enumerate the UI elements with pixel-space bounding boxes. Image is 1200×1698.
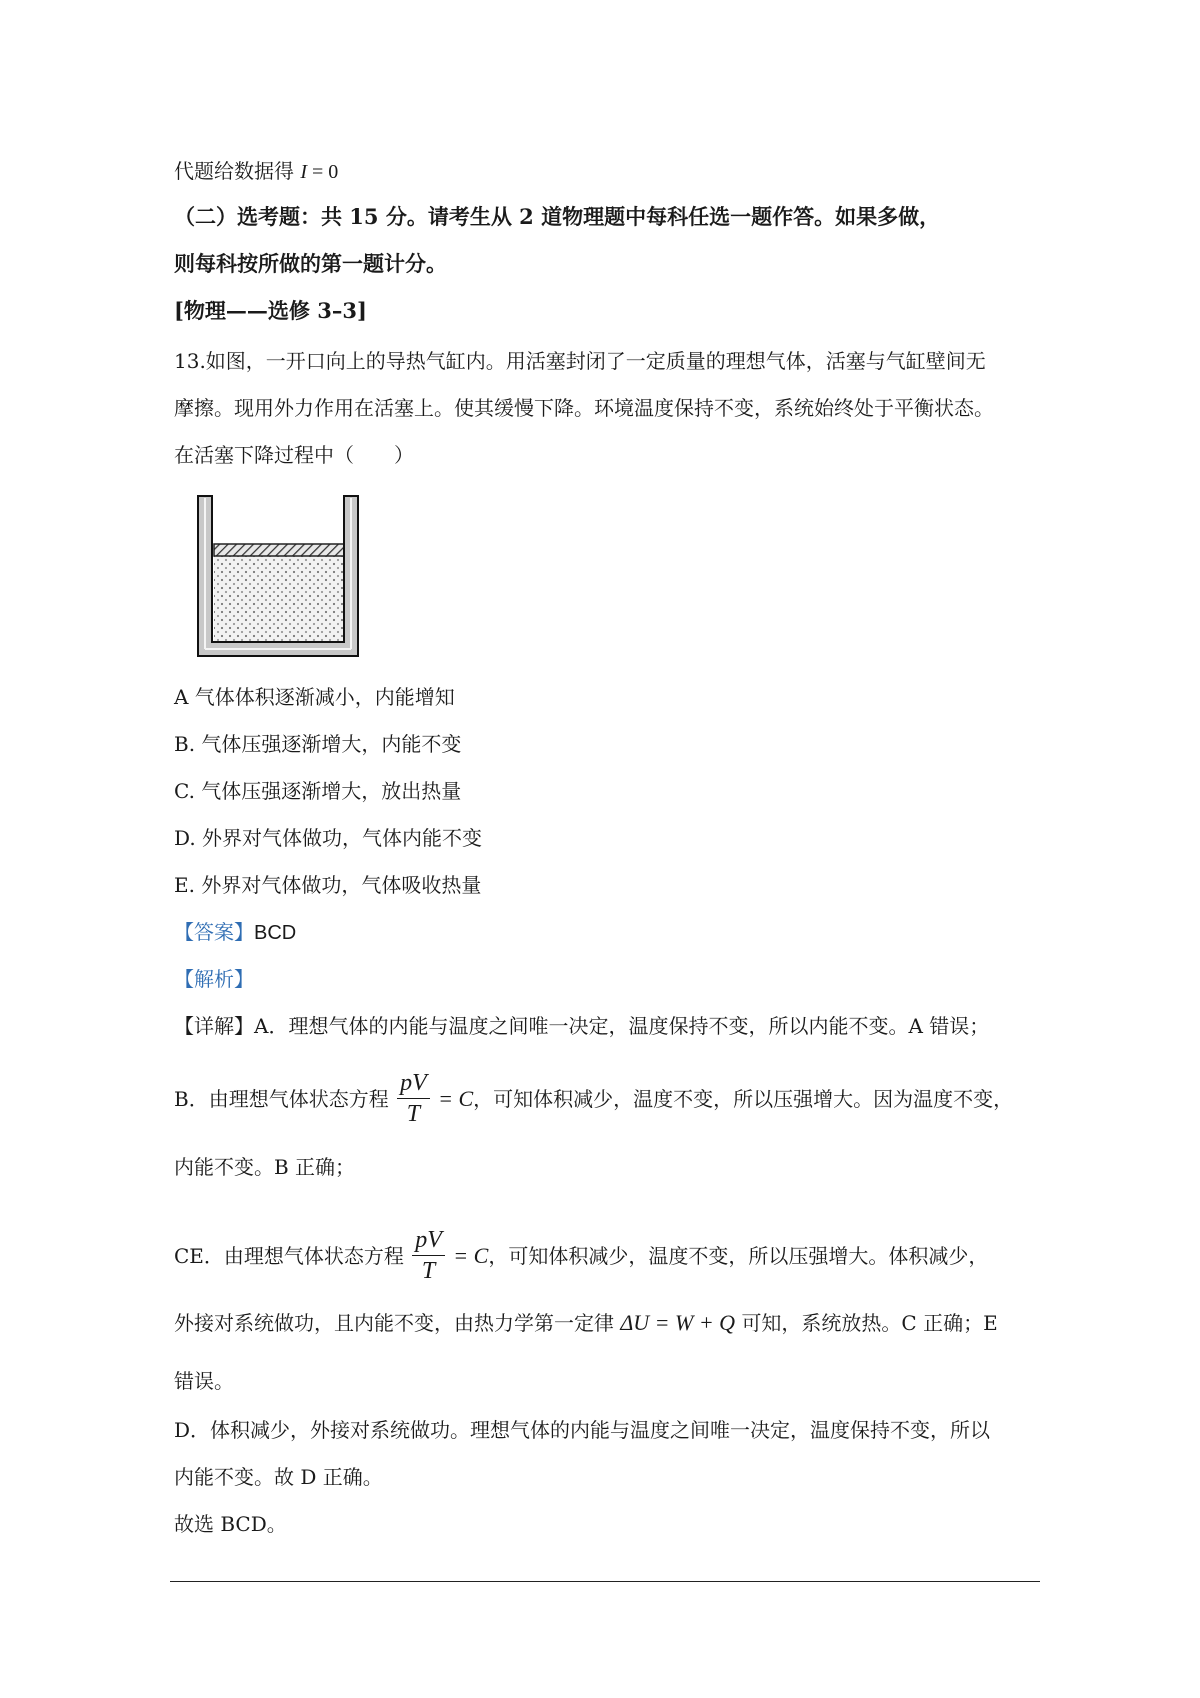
detail-b-2: 内能不变。B 正确； <box>174 1155 356 1179</box>
option-e: E. 外界对气体做功，气体吸收热量 <box>174 873 482 897</box>
given-data-text: 代题给数据得 <box>174 159 301 183</box>
detail-b-line <box>174 1070 1013 1131</box>
ideal-gas-fraction <box>397 1068 430 1129</box>
detail-ce-2-post: 可知，系统放热。C 正确；E <box>741 1311 998 1335</box>
piston <box>214 544 344 556</box>
option-a: A 气体体积逐渐减小，内能增知 <box>174 685 455 709</box>
question-line-1: 13.如图，一开口向上的导热气缸内。用活塞封闭了一定质量的理想气体，活塞与气缸壁间无 <box>174 349 986 373</box>
detail-b-pre: B．由理想气体状态方程 <box>174 1087 389 1111</box>
fraction-rhs-2: = C <box>453 1243 489 1268</box>
answer-line <box>174 917 296 948</box>
question-line-2: 摩擦。现用外力作用在活塞上。使其缓慢下降。环境温度保持不变，系统始终处于平衡状态。 <box>174 396 994 420</box>
question-line-3: 在活塞下降过程中（ ） <box>174 443 414 467</box>
final-answer: 故选 BCD。 <box>174 1512 287 1536</box>
detail-d-1: D．体积减少，外接对系统做功。理想气体的内能与温度之间唯一决定，温度保持不变，所以 <box>174 1418 991 1442</box>
answer-tag: 【答案】 <box>174 920 254 944</box>
fraction-numerator: pV <box>397 1068 430 1099</box>
fraction-rhs: = C <box>438 1086 474 1111</box>
analysis-tag: 【解析】 <box>174 967 254 991</box>
fraction-denominator: T <box>406 1101 421 1127</box>
variable-i: I <box>300 161 308 183</box>
detail-tag: 【详解】 <box>174 1014 254 1038</box>
first-law-formula: ΔU = W + Q <box>620 1310 736 1335</box>
answer-value: BCD <box>254 922 297 944</box>
footer-rule <box>170 1581 1040 1582</box>
detail-ce-post: ，可知体积减少，温度不变，所以压强增大。体积减少， <box>488 1244 989 1268</box>
detail-a-text: A．理想气体的内能与温度之间唯一决定，温度保持不变，所以内能不变。A 错误； <box>254 1014 990 1038</box>
detail-ce-3: 错误。 <box>174 1369 234 1393</box>
detail-b-post: ，可知体积减少，温度不变，所以压强增大。因为温度不变， <box>473 1087 1014 1111</box>
section-heading-1: （二）选考题：共 15 分。请考生从 2 道物理题中每科任选一题作答。如果多做， <box>174 204 941 229</box>
equals-zero: = 0 <box>307 161 339 183</box>
detail-ce-pre: CE．由理想气体状态方程 <box>174 1244 404 1268</box>
option-c: C. 气体压强逐渐增大，放出热量 <box>174 779 462 803</box>
detail-a <box>174 1011 989 1041</box>
option-d: D. 外界对气体做功，气体内能不变 <box>174 826 483 850</box>
section-heading-2: 则每科按所做的第一题计分。 <box>174 251 447 276</box>
option-b: B. 气体压强逐渐增大，内能不变 <box>174 732 462 756</box>
fraction-denominator-2: T <box>421 1258 436 1284</box>
given-data-line <box>174 156 338 187</box>
detail-d-2: 内能不变。故 D 正确。 <box>174 1465 383 1489</box>
fraction-numerator-2: pV <box>412 1225 445 1256</box>
elective-heading: [物理——选修 3–3] <box>174 298 367 323</box>
gas-cylinder-diagram <box>188 490 382 662</box>
ideal-gas-fraction-2 <box>412 1225 445 1286</box>
gas-region <box>214 556 344 644</box>
detail-ce-2 <box>174 1308 998 1338</box>
detail-ce-line <box>174 1227 988 1288</box>
detail-ce-2-pre: 外接对系统做功，且内能不变，由热力学第一定律 <box>174 1311 614 1335</box>
